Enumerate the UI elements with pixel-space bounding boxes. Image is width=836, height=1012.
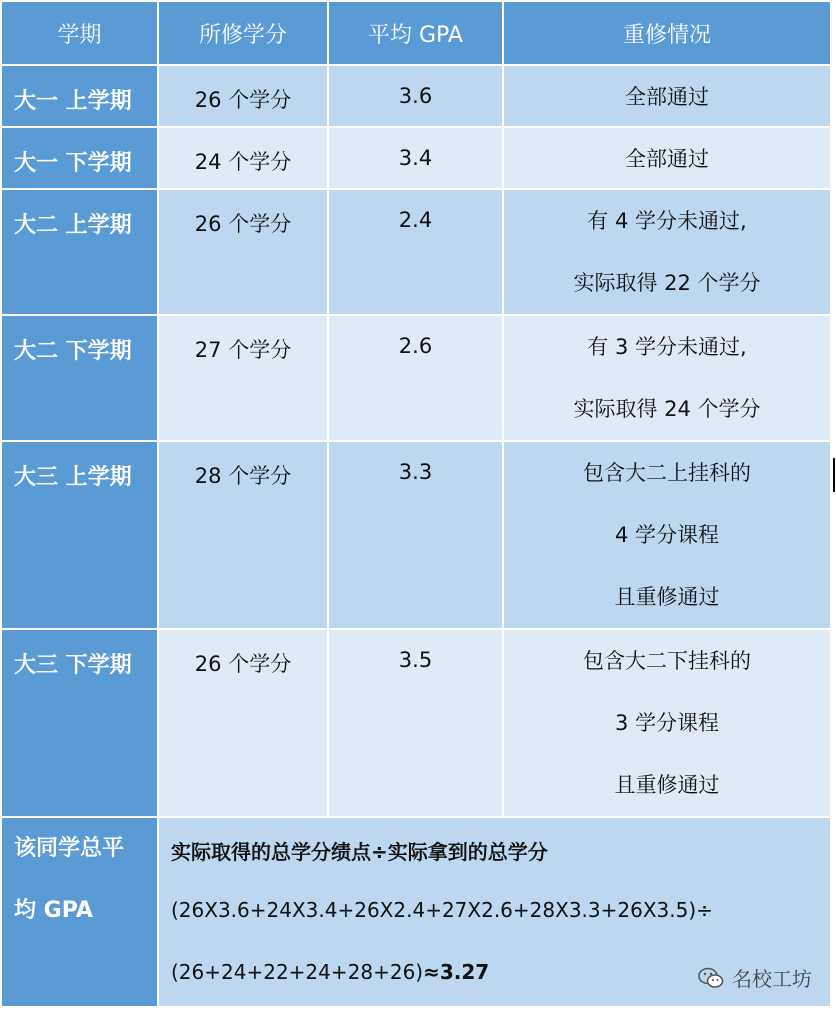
retake-cell bbox=[503, 441, 831, 629]
retake-cell bbox=[503, 127, 831, 189]
term-cell: 大三 下学期 bbox=[1, 629, 158, 817]
formula-title: 实际取得的总学分绩点÷实际拿到的总学分 bbox=[171, 840, 548, 864]
term-cell: 大一 下学期 bbox=[1, 127, 158, 189]
credits-cell: 28 个学分 bbox=[158, 441, 328, 629]
term-cell: 大二 下学期 bbox=[1, 315, 158, 441]
header-retake: 重修情况 bbox=[503, 1, 831, 65]
retake-line: 实际取得 22 个学分 bbox=[573, 271, 761, 295]
summary-label-line1: 该同学总平 bbox=[14, 836, 125, 861]
retake-cell bbox=[503, 65, 831, 127]
gpa-cell: 3.4 bbox=[328, 127, 503, 189]
header-credits: 所修学分 bbox=[158, 1, 328, 65]
formula-line1: (26X3.6+24X3.4+26X2.4+27X2.6+28X3.3+26X3.5)÷ bbox=[171, 898, 713, 922]
table-row bbox=[1, 441, 831, 629]
gpa-cell: 2.4 bbox=[328, 189, 503, 315]
watermark bbox=[698, 963, 812, 992]
retake-cell bbox=[503, 189, 831, 315]
retake-line: 且重修通过 bbox=[614, 585, 720, 609]
gpa-cell: 3.5 bbox=[328, 629, 503, 817]
header-term: 学期 bbox=[1, 1, 158, 65]
text-cursor bbox=[833, 458, 835, 492]
wechat-icon bbox=[698, 967, 724, 989]
table-row bbox=[1, 629, 831, 817]
retake-cell bbox=[503, 629, 831, 817]
summary-label-line2: 均 GPA bbox=[14, 898, 93, 923]
retake-cell bbox=[503, 315, 831, 441]
credits-cell: 26 个学分 bbox=[158, 629, 328, 817]
watermark-text: 名校工坊 bbox=[732, 967, 812, 991]
formula-line2-prefix: (26+24+22+24+28+26) bbox=[171, 960, 424, 984]
table-row bbox=[1, 189, 831, 315]
retake-line: 全部通过 bbox=[625, 85, 709, 109]
retake-line: 有 3 学分未通过, bbox=[587, 335, 747, 359]
credits-cell: 26 个学分 bbox=[158, 65, 328, 127]
term-cell: 大一 上学期 bbox=[1, 65, 158, 127]
header-gpa: 平均 GPA bbox=[328, 1, 503, 65]
retake-line: 实际取得 24 个学分 bbox=[573, 397, 761, 421]
credits-cell: 26 个学分 bbox=[158, 189, 328, 315]
retake-line: 包含大二上挂科的 bbox=[583, 461, 751, 485]
formula-result: ≈3.27 bbox=[423, 960, 490, 984]
credits-cell: 27 个学分 bbox=[158, 315, 328, 441]
gpa-cell: 3.3 bbox=[328, 441, 503, 629]
retake-line: 4 学分课程 bbox=[614, 523, 720, 547]
table-row bbox=[1, 315, 831, 441]
retake-line: 3 学分课程 bbox=[614, 711, 720, 735]
table-row bbox=[1, 65, 831, 127]
header-row bbox=[1, 1, 831, 65]
retake-line: 包含大二下挂科的 bbox=[583, 649, 751, 673]
summary-label bbox=[1, 817, 158, 1007]
credits-cell: 24 个学分 bbox=[158, 127, 328, 189]
term-cell: 大二 上学期 bbox=[1, 189, 158, 315]
gpa-cell: 3.6 bbox=[328, 65, 503, 127]
gpa-cell: 2.6 bbox=[328, 315, 503, 441]
table-row bbox=[1, 127, 831, 189]
retake-line: 全部通过 bbox=[625, 147, 709, 171]
retake-line: 有 4 学分未通过, bbox=[587, 209, 747, 233]
retake-line: 且重修通过 bbox=[614, 773, 720, 797]
term-cell: 大三 上学期 bbox=[1, 441, 158, 629]
